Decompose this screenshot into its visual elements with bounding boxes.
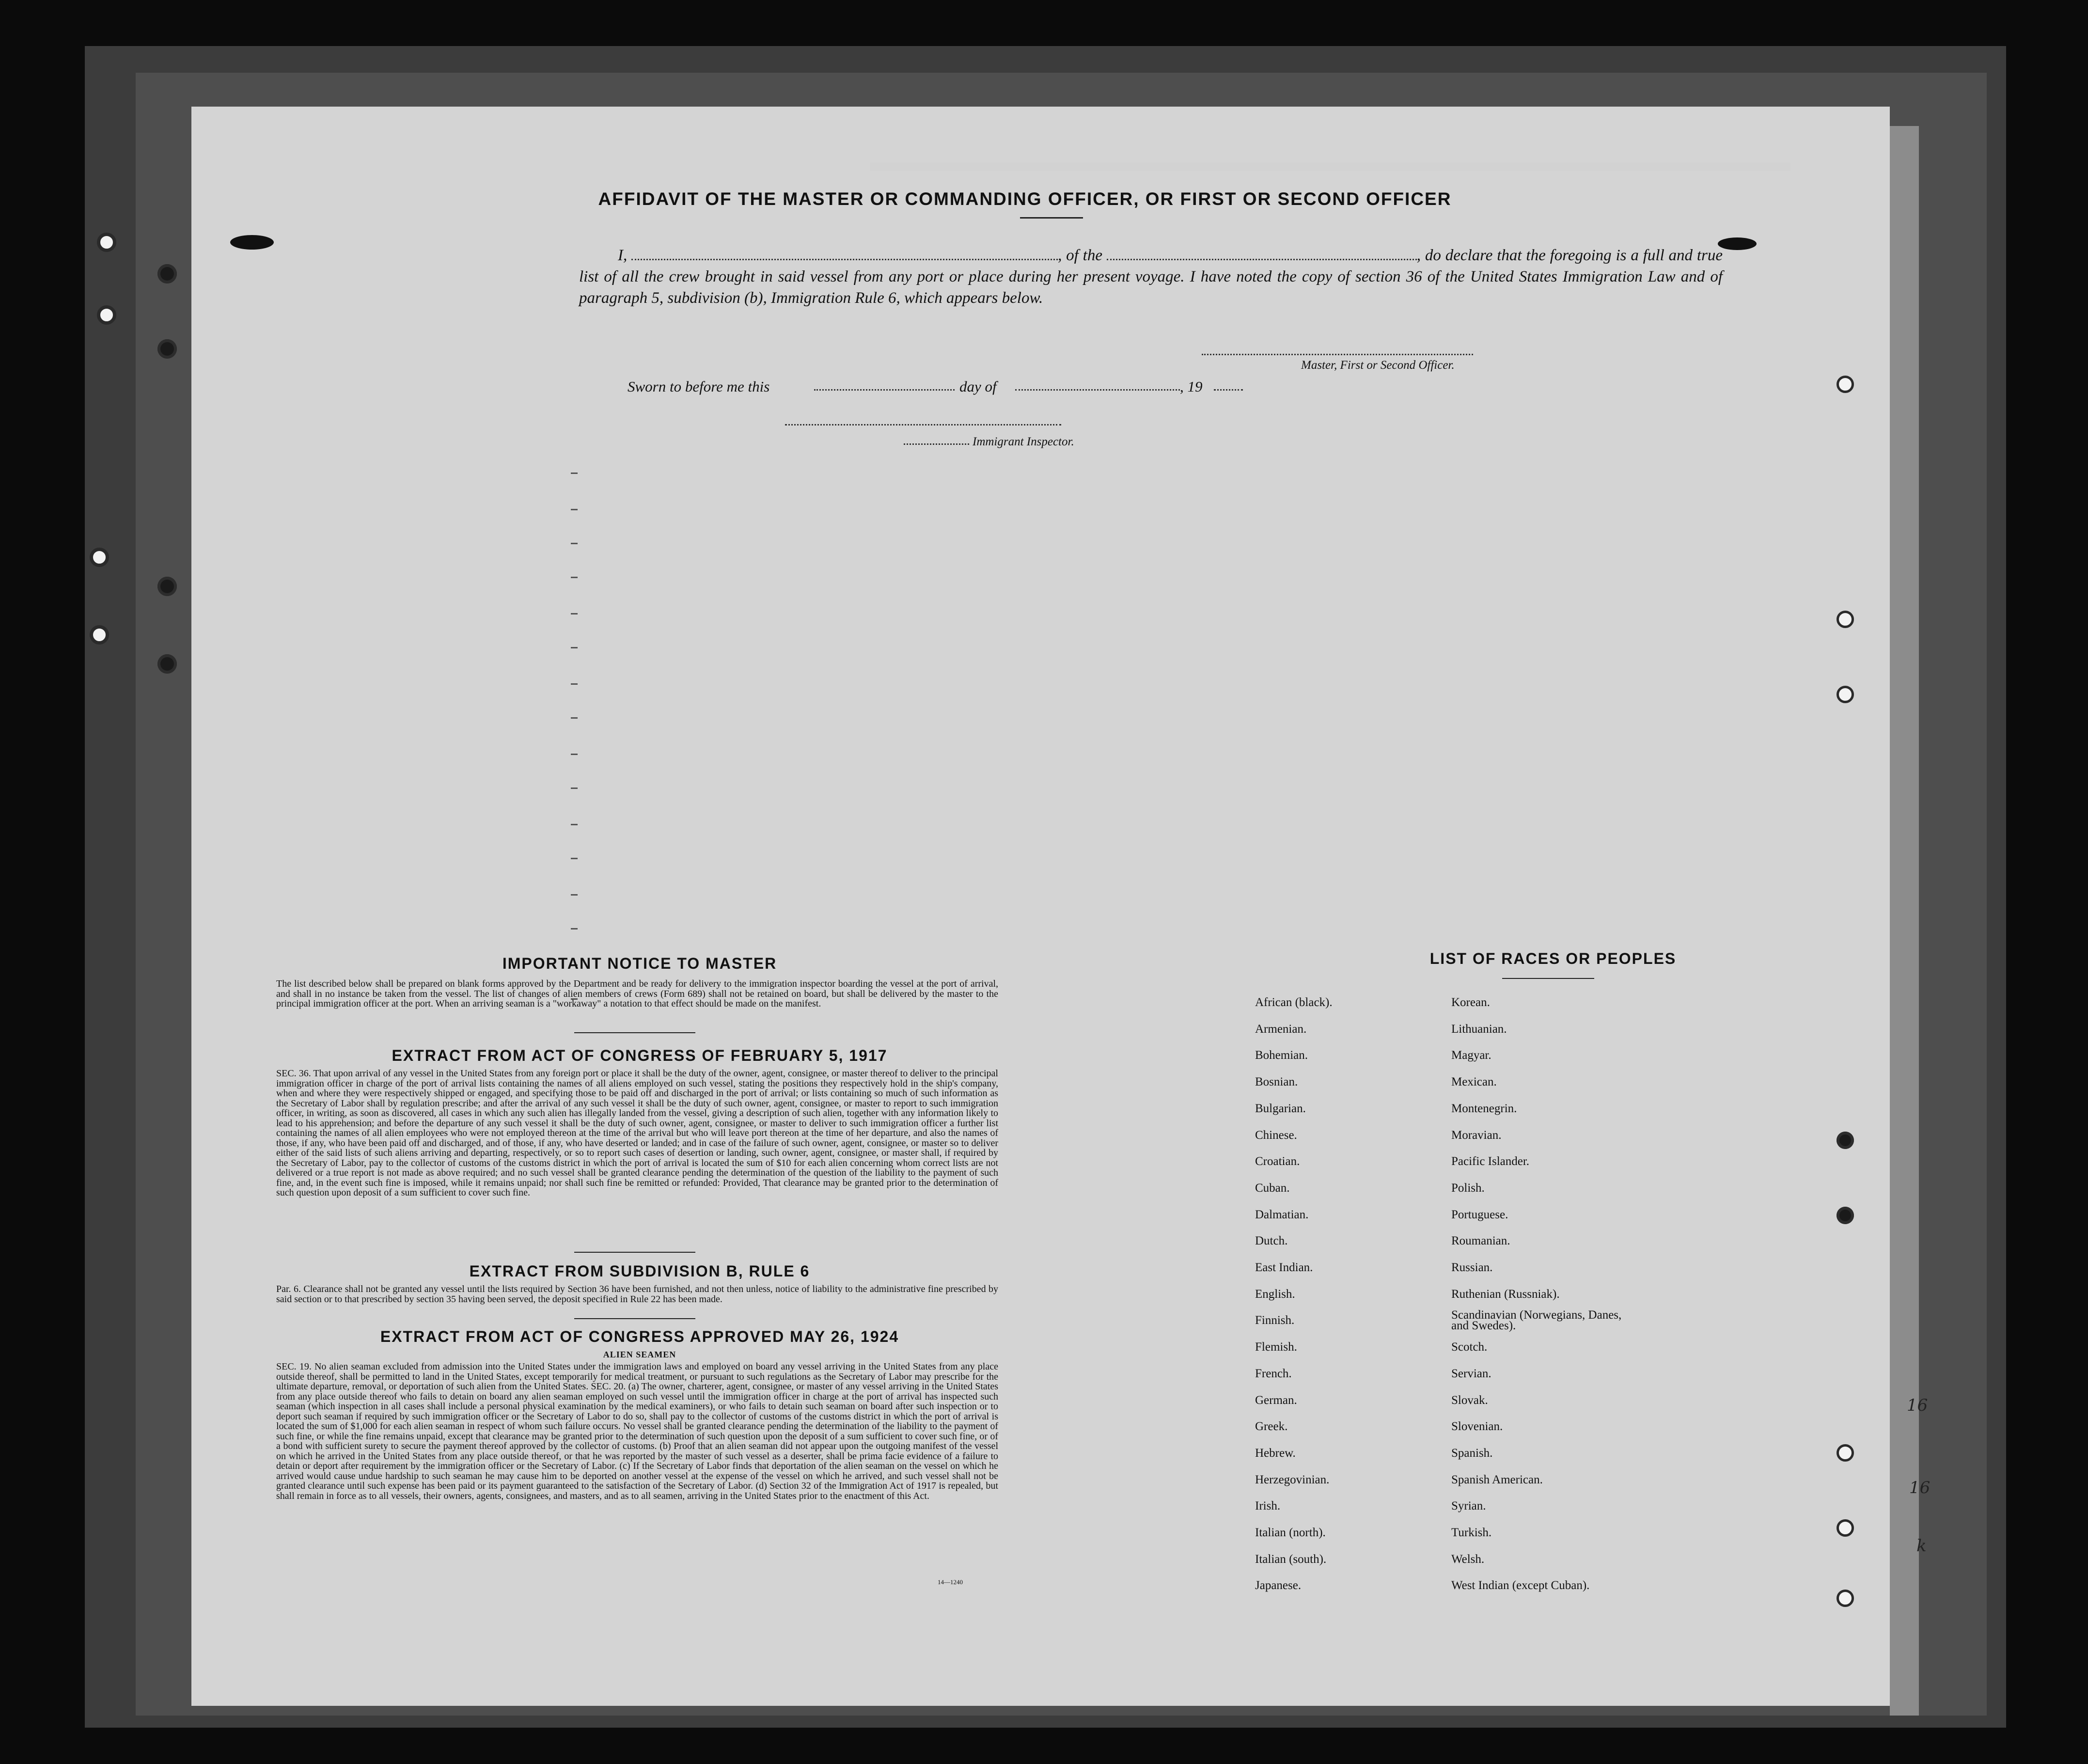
race-item: Roumanian. (1451, 1234, 1510, 1248)
races-title-underline (1502, 978, 1594, 979)
punch-hole (1837, 1207, 1854, 1224)
day-of-label: day of (959, 378, 997, 395)
race-item: Dutch. (1255, 1234, 1288, 1248)
race-item: Pacific Islander. (1451, 1155, 1530, 1168)
section-divider (574, 1032, 695, 1033)
race-item: Korean. (1451, 996, 1490, 1009)
tick-mark (571, 613, 578, 614)
tick-mark (571, 928, 578, 929)
sworn-label: Sworn to before me this (628, 378, 770, 395)
punch-hole (1837, 686, 1854, 703)
ink-smudge (1718, 237, 1757, 250)
affidavit-title: AFFIDAVIT OF THE MASTER OR COMMANDING OFFICER, OR FIRST OR SECOND OFFICER (598, 189, 1452, 209)
master-signature-line (1202, 354, 1473, 355)
race-item: Hebrew. (1255, 1446, 1296, 1460)
extract-1924-text: SEC. 19. No alien seaman excluded from admission into the United States under the immigration laws and employed on board any vessel arriving in the United States from any place outside thereof, shall be permitted to land in the United States, except temporarily for medical treatment, or pursuant to such regulations as the Secretary of Labor may prescribe for the ultimate departure, removal, or deportation of such alien from the United States. SEC. 20. (a) The owner, charterer, agent, consignee, or master of any vessel arriving in the United States from any place outside thereof who fails to detain on board any alien seaman employed on such vessel until the immigration officer in charge at the port of arrival has inspected such seaman (which inspection in all cases shall include a personal physical examination by the medical examiners), or who fails to detain such seaman on board after such inspection or to deport such seaman if required by such immigration officer or the Secretary of Labor to do so, shall pay to the collector of customs of the customs district in which the port of arrival is located the sum of $1,000 for each alien seaman in respect of whom such failure occurs. No vessel shall be granted clearance pending the determination of the liability to the payment of such fine, or while the fine remains unpaid, except that clearance may be granted prior to the determination of such question upon the deposit of a sum sufficient to cover such fine, or of a bond with sufficient surety to secure the payment thereof approved by the collector of customs. (b) Proof that an alien seaman did not appear upon the outgoing manifest of the vessel on which he arrived in the United States from any place outside thereof, or that he was reported by the master of such vessel as a deserter, shall be prima facie evidence of a failure to detain or deport after requirement by the immigration officer or the Secretary of Labor. (c) If the Secretary of Labor finds that deportation of the alien seaman on the vessel on which he arrived would cause undue hardship to such seaman he may cause him to be deported on another vessel at the expense of the vessel on which he arrived, and such vessel shall not be granted clearance until such expense has been paid or its payment guaranteed to the satisfaction of the Secretary of Labor. (d) Section 32 of the Immigration Act of 1917 is repealed, but shall remain in force as to all vessels, their owners, agents, consignees, and masters, and as to all seamen, arriving in the United States prior to the enactment of this Act. (276, 1361, 998, 1501)
binder-hole (157, 264, 177, 284)
title-underline (1020, 217, 1083, 219)
inspector-label: Immigrant Inspector. (973, 435, 1074, 448)
race-item: Italian (north). (1255, 1526, 1326, 1539)
race-item: Slovenian. (1451, 1420, 1503, 1433)
alien-seamen-subtitle: ALIEN SEAMEN (603, 1350, 676, 1359)
race-item: Bulgarian. (1255, 1102, 1306, 1115)
binder-hole (97, 305, 116, 325)
binder-hole (90, 625, 109, 645)
extract-1917-title: EXTRACT FROM ACT OF CONGRESS OF FEBRUARY 5, 1917 (392, 1047, 888, 1064)
binder-hole (157, 654, 177, 674)
race-item: Slovak. (1451, 1393, 1488, 1407)
tick-mark (571, 754, 578, 755)
race-item: Syrian. (1451, 1499, 1486, 1513)
tick-mark (571, 509, 578, 510)
race-item: Flemish. (1255, 1340, 1297, 1354)
margin-handwriting: 16 (1907, 1396, 1928, 1415)
year-blank (1214, 389, 1243, 391)
name-blank (631, 246, 1058, 260)
race-item: English. (1255, 1287, 1295, 1301)
punch-hole (1837, 1519, 1854, 1537)
race-item: Magyar. (1451, 1049, 1491, 1062)
notice-title: IMPORTANT NOTICE TO MASTER (502, 955, 777, 972)
month-blank (1015, 389, 1180, 391)
punch-hole (1837, 1132, 1854, 1149)
race-item: Portuguese. (1451, 1208, 1508, 1221)
race-item: Welsh. (1451, 1552, 1485, 1566)
race-item: Turkish. (1451, 1526, 1492, 1539)
inspector-short-line (904, 443, 969, 445)
binder-hole (97, 233, 116, 252)
punch-hole (1837, 376, 1854, 393)
tick-mark (571, 647, 578, 648)
year-label: , 19 (1180, 378, 1203, 395)
race-item: Cuban. (1255, 1181, 1290, 1195)
punch-hole (1837, 1444, 1854, 1462)
tick-mark (571, 717, 578, 719)
tick-mark (571, 824, 578, 825)
binder-hole (157, 339, 177, 359)
race-item: Italian (south). (1255, 1552, 1327, 1566)
sworn-day-blank (814, 389, 955, 391)
section-divider (574, 1318, 695, 1319)
rule6-title: EXTRACT FROM SUBDIVISION B, RULE 6 (469, 1262, 810, 1280)
bleed-through-text (870, 162, 1790, 171)
race-item: Croatian. (1255, 1155, 1300, 1168)
race-item: Irish. (1255, 1499, 1281, 1513)
race-item: French. (1255, 1367, 1292, 1380)
race-item: Japanese. (1255, 1579, 1302, 1592)
notice-text: The list described below shall be prepared on blank forms approved by the Department and be ready for delivery to the immigration inspector boarding the vessel at the port of arrival, and shall in no instance be taken from the vessel. The list of changes of alien members of crews (Form 689) shall not be retained on board, but shall be delivered by the master to the principal immigration officer at the port. When an arriving seaman is a "workaway" a notation to that effect should be made on the manifest. (276, 978, 998, 1009)
races-title: LIST OF RACES OR PEOPLES (1429, 950, 1677, 967)
master-label: Master, First or Second Officer. (1301, 359, 1455, 372)
tick-mark (571, 894, 578, 896)
affidavit-i: I, (618, 247, 628, 264)
race-item: Russian. (1451, 1261, 1493, 1274)
affidavit-of-the: , of the (1058, 247, 1102, 264)
page-edge (1890, 126, 1919, 1716)
tick-mark (571, 858, 578, 859)
extract-1917-text: SEC. 36. That upon arrival of any vessel in the United States from any foreign port or place it shall be the duty of the owner, agent, consignee, or master thereof to deliver to the principal immigration officer in charge of the port of arrival lists containing the names of all aliens employed on such vessel, stating the positions they respectively hold in the ship's company, when and where they were respectively shipped or engaged, and specifying those to be paid off and discharged in the port of arrival; or lists containing so much of such information as the Secretary of Labor shall by regulation prescribe; and after the arrival of any such vessel it shall be the duty of such owner, agent, consignee, or master to report to such immigration officer, in writing, as soon as discovered, all cases in which any such alien has illegally landed from the vessel, giving a description of such alien, together with any information likely to lead to his apprehension; and before the departure of any such vessel it shall be the duty of such owner, agent, consignee, or master to deliver to such immigration officer a further list containing the names of all alien employees who were not employed thereon at the time of the arrival but who will leave port thereon at the time of her departure, and also the names of those, if any, who have been paid off and discharged, and of those, if any, who have deserted or landed; and in case of the failure of such owner, agent, consignee, or master so to deliver either of the said lists of such aliens arriving and departing, respectively, or so to report such cases of desertion or landing, such owner, agent, consignee, or master shall, if required by the Secretary of Labor, pay to the collector of customs of the customs district in which the port of arrival is located the sum of $10 for each alien concerning whom correct lists are not delivered or a true report is not made as above required; and no such vessel shall be granted clearance pending the determination of the question of the liability to the payment of such fine, and, in the event such fine is imposed, while it remains unpaid; nor shall such fine be remitted or refunded: Provided, That clearance may be granted prior to the determination of such question upon deposit of a sum sufficient to cover such fine. (276, 1068, 998, 1198)
race-item: Herzegovinian. (1255, 1473, 1330, 1486)
margin-handwriting: k (1916, 1536, 1927, 1556)
punch-hole (1837, 1590, 1854, 1607)
race-item: Polish. (1451, 1181, 1485, 1195)
race-item: Bosnian. (1255, 1075, 1298, 1089)
race-item: Lithuanian. (1451, 1022, 1507, 1036)
rule6-text: Par. 6. Clearance shall not be granted any vessel until the lists required by Section 36 have been furnished, and not then unless, notice of liability to the administrative fine prescribed by said section or to that prescribed by section 35 having been served, the deposit specified in Rule 22 has been made. (276, 1284, 998, 1305)
tick-mark (571, 788, 578, 789)
form-number: 14—1240 (938, 1578, 963, 1586)
race-item: Servian. (1451, 1367, 1491, 1380)
race-item: African (black). (1255, 996, 1333, 1009)
vessel-blank (1107, 246, 1417, 260)
race-item: German. (1255, 1393, 1297, 1407)
section-divider (574, 1252, 695, 1253)
race-item: Finnish. (1255, 1314, 1295, 1327)
race-item: Bohemian. (1255, 1049, 1308, 1062)
tick-mark (571, 683, 578, 685)
margin-handwriting: 16 (1909, 1478, 1931, 1497)
affidavit-do-declare: , do declare (1416, 247, 1493, 264)
tick-mark (571, 543, 578, 544)
inspector-signature-line (785, 424, 1061, 425)
race-item: Mexican. (1451, 1075, 1497, 1089)
race-item: Moravian. (1451, 1128, 1502, 1142)
race-item: East Indian. (1255, 1261, 1313, 1274)
race-item: Scandinavian (Norwegians, Danes, and Swedes). (1451, 1308, 1622, 1333)
ink-smudge (230, 235, 274, 250)
punch-hole (1837, 611, 1854, 628)
race-item: Chinese. (1255, 1128, 1297, 1142)
race-item: Ruthenian (Russniak). (1451, 1287, 1560, 1301)
document-page (191, 107, 1931, 1706)
race-item: Greek. (1255, 1420, 1288, 1433)
race-item: Scotch. (1451, 1340, 1488, 1354)
affidavit-body: that the foregoing is a full and true list of all the crew brought in said vessel from any port or place during her present voyage. I have noted the copy of section 36 of the United States Immigration Law and of paragraph 5, subdivision (b), Immigration Rule 6, which appears below. (579, 247, 1723, 307)
affidavit-declaration (579, 245, 1723, 309)
tick-mark (571, 472, 578, 474)
race-item: Armenian. (1255, 1022, 1307, 1036)
race-item: West Indian (except Cuban). (1451, 1579, 1590, 1592)
extract-1924-title: EXTRACT FROM ACT OF CONGRESS APPROVED MAY 26, 1924 (380, 1328, 899, 1345)
tick-mark (571, 577, 578, 578)
binder-hole (90, 548, 109, 567)
race-item: Spanish. (1451, 1446, 1493, 1460)
binder-hole (157, 577, 177, 596)
race-item: Spanish American. (1451, 1473, 1543, 1486)
race-item: Dalmatian. (1255, 1208, 1309, 1221)
race-item: Montenegrin. (1451, 1102, 1517, 1115)
